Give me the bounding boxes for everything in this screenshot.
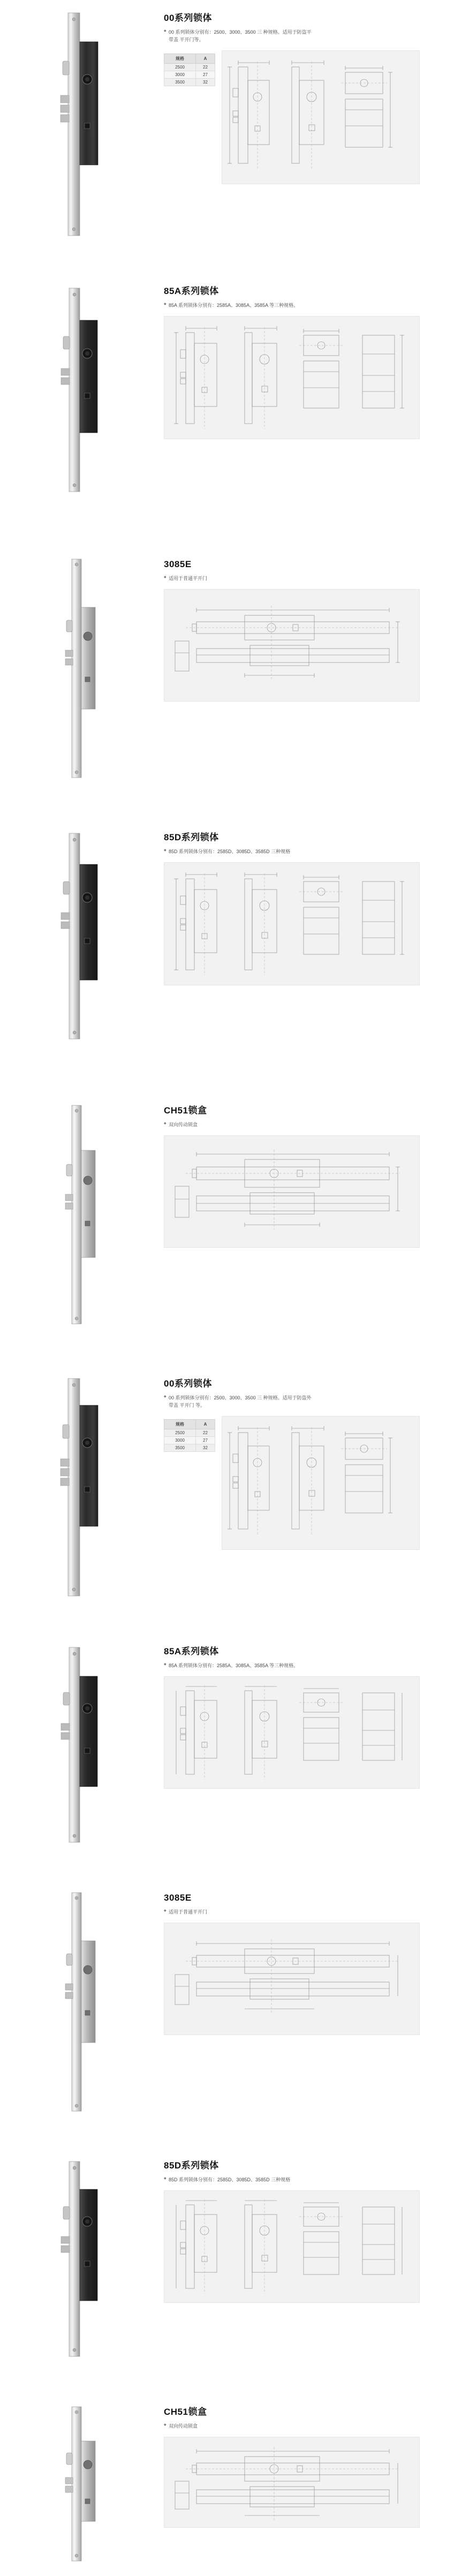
product-photo-ch51-1 — [0, 1093, 161, 1327]
drawing-mortise-dims — [222, 1417, 420, 1550]
product-info — [161, 273, 454, 445]
technical-drawing — [164, 1923, 420, 2035]
lock-body-photo — [56, 10, 104, 240]
drawing-mortise-dims — [164, 863, 420, 985]
product-row — [0, 819, 454, 1093]
table-row — [164, 1429, 215, 1437]
technical-drawing — [164, 2190, 420, 2303]
table-row — [164, 71, 215, 79]
technical-drawing — [164, 2437, 420, 2528]
spec-cell: 2500 — [164, 64, 196, 71]
spec-table — [164, 1419, 215, 1452]
table-row — [164, 79, 215, 86]
product-photo-85a-series-2 — [0, 1633, 161, 1847]
lock-body-photo — [59, 556, 102, 781]
spec-cell: 3000 — [164, 1437, 196, 1444]
technical-drawing — [164, 316, 420, 439]
drawing-long-bar — [164, 590, 420, 702]
product-row — [0, 2148, 454, 2394]
product-photo-00-series-2 — [0, 1366, 161, 1600]
drawing-mortise-dims — [222, 51, 420, 184]
lock-body-photo — [56, 2157, 104, 2361]
product-photo-85d-series-2 — [0, 2148, 161, 2361]
lock-box-photo — [59, 1102, 102, 1327]
product-row — [0, 273, 454, 546]
spec-cell: 32 — [196, 1444, 215, 1452]
page-title: 3085E — [164, 1893, 192, 1903]
technical-drawing — [164, 589, 420, 702]
drawing-mortise-dims — [164, 317, 420, 439]
technical-drawing — [164, 1135, 420, 1248]
spec-header: A — [196, 54, 215, 64]
product-photo-85a-series-1 — [0, 273, 161, 497]
table-row — [164, 1444, 215, 1452]
spec-cell: 22 — [196, 64, 215, 71]
product-row — [0, 546, 454, 819]
drawing-mortise-dims — [164, 2191, 420, 2303]
product-description: ◆ 双向传动锁盒 — [164, 2423, 313, 2430]
drawing-long-bar — [164, 1923, 420, 2035]
page-title: CH51锁盒 — [164, 2407, 207, 2417]
product-info — [161, 819, 454, 991]
page-title: 85D系列锁体 — [164, 2160, 219, 2171]
technical-drawing — [222, 50, 420, 184]
drawing-long-bar — [164, 2437, 420, 2528]
spec-cell: 2500 — [164, 1429, 196, 1437]
lock-body-photo — [56, 829, 104, 1043]
table-row — [164, 64, 215, 71]
product-photo-00-series-1 — [0, 0, 161, 240]
product-info — [161, 1093, 454, 1253]
product-photo-3085e-2 — [0, 1880, 161, 2114]
product-info — [161, 546, 454, 707]
page-title: CH51锁盒 — [164, 1105, 207, 1116]
page-title: 3085E — [164, 559, 192, 569]
product-description: ◆ 00 系列锁体分别有：2500、3000、3500 三 种规格。适用于防盗外 带盖 平开门 等。 — [164, 1395, 313, 1410]
technical-drawing — [164, 862, 420, 985]
page-title: 00系列锁体 — [164, 1379, 212, 1389]
spec-header: A — [196, 1420, 215, 1429]
spec-header: 规格 — [164, 1420, 196, 1429]
spec-cell: 22 — [196, 1429, 215, 1437]
product-description: ◆ 双向传动锁盒 — [164, 1121, 313, 1129]
product-info — [161, 1366, 454, 1555]
product-photo-3085e-1 — [0, 546, 161, 781]
spec-cell: 32 — [196, 79, 215, 86]
drawing-mortise-dims — [164, 1677, 420, 1789]
lock-body-photo — [59, 1889, 102, 2114]
product-info — [161, 2394, 454, 2533]
spec-cell: 3500 — [164, 1444, 196, 1452]
technical-drawing — [222, 1416, 420, 1550]
page-title: 85A系列锁体 — [164, 1646, 219, 1656]
product-row — [0, 1880, 454, 2148]
product-description: ◆ 00 系列锁体分别有：2500、3000、3500 三 种规格。适用于防盗平 带盖 平开门等。 — [164, 29, 313, 44]
page-title: 85D系列锁体 — [164, 832, 219, 842]
product-row — [0, 1633, 454, 1880]
product-info — [161, 2148, 454, 2308]
technical-drawing — [164, 1676, 420, 1789]
product-info — [161, 1880, 454, 2040]
product-description: ◆ 85D 系列锁体分别有：2585D、3085D、3585D 三种规格 — [164, 848, 313, 856]
spec-cell: 3500 — [164, 79, 196, 86]
product-row — [0, 0, 454, 273]
page-title: 85A系列锁体 — [164, 286, 219, 296]
page-title: 00系列锁体 — [164, 13, 212, 23]
product-description: ◆ 适用于普通平开门 — [164, 1909, 313, 1916]
product-info — [161, 1633, 454, 1794]
product-description: ◆ 适用于普通平开门 — [164, 575, 313, 583]
lock-body-photo — [56, 1375, 104, 1600]
spec-cell: 27 — [196, 1437, 215, 1444]
product-description: ◆ 85A 系列锁体分别有：2585A、3085A、3585A 等三种规格。 — [164, 302, 313, 310]
drawing-long-bar — [164, 1136, 420, 1248]
product-row — [0, 1366, 454, 1633]
lock-body-photo — [56, 283, 104, 497]
product-description: ◆ 85A 系列锁体分别有：2585A、3085A、3585A 等三种规格。 — [164, 1662, 313, 1670]
product-description: ◆ 85D 系列锁体分别有：2585D、3085D、3585D 三种规格 — [164, 2176, 313, 2184]
spec-cell: 27 — [196, 71, 215, 79]
spec-cell: 3000 — [164, 71, 196, 79]
lock-body-photo — [56, 1643, 104, 1847]
product-photo-85d-series-1 — [0, 819, 161, 1043]
spec-table — [164, 54, 215, 86]
spec-header: 规格 — [164, 54, 196, 64]
product-row — [0, 2394, 454, 2576]
lock-box-photo — [59, 2404, 102, 2564]
product-photo-ch51-2 — [0, 2394, 161, 2564]
product-info — [161, 0, 454, 190]
product-row — [0, 1093, 454, 1366]
table-row — [164, 1437, 215, 1444]
